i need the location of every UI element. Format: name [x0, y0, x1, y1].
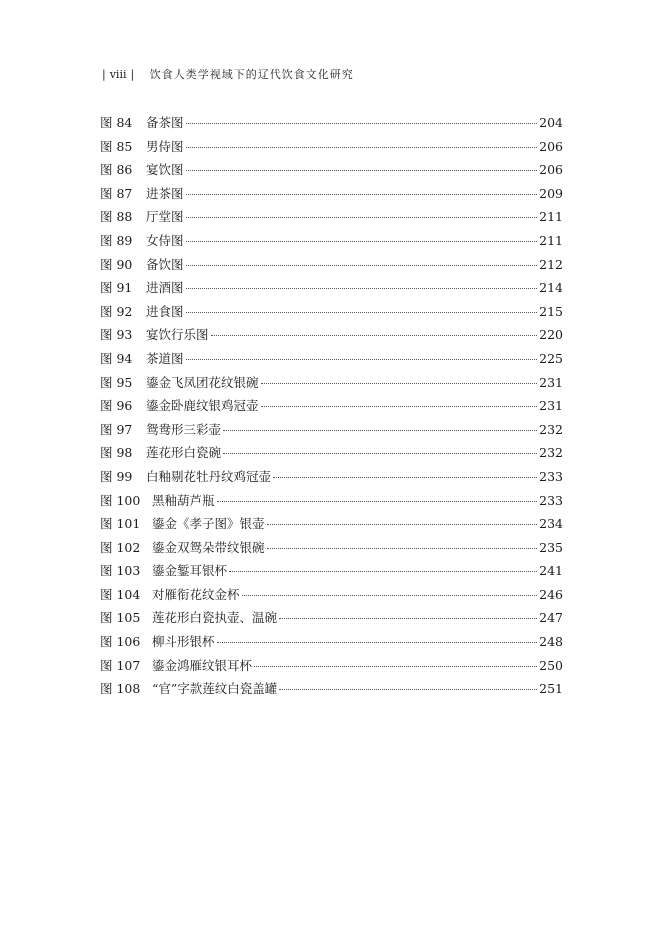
figure-number: 图 101	[100, 516, 141, 532]
figure-page-number: 220	[539, 327, 563, 343]
figure-number: 图 86	[100, 162, 133, 178]
figure-number: 图 91	[100, 280, 133, 296]
figure-entry	[100, 677, 563, 701]
figure-entry	[100, 253, 563, 277]
figure-page-number: 233	[539, 492, 563, 508]
figure-title: 鎏金鸿雁纹银耳杯	[152, 657, 253, 673]
figure-entry	[100, 465, 563, 489]
dot-leader	[186, 359, 538, 360]
figure-title: 进酒图	[146, 280, 184, 296]
figure-title: 莲花形白瓷碗	[146, 445, 222, 461]
figure-number: 图 105	[100, 610, 141, 626]
running-header	[100, 68, 354, 82]
figure-page-number: 231	[539, 374, 563, 390]
figure-title: 进食图	[146, 303, 184, 319]
figure-number: 图 104	[100, 586, 141, 602]
figure-page-number: 241	[539, 563, 563, 579]
figure-page-number: 232	[539, 421, 563, 437]
figure-page-number: 215	[539, 303, 563, 319]
figure-page-number: 232	[539, 445, 563, 461]
figure-entry	[100, 205, 563, 229]
figure-page-number: 211	[539, 209, 563, 225]
figure-number: 图 96	[100, 398, 133, 414]
dot-leader	[186, 147, 538, 148]
figure-page-number: 212	[539, 256, 563, 272]
figure-number: 图 103	[100, 563, 141, 579]
dot-leader	[186, 288, 538, 289]
figure-title: 宴饮图	[146, 162, 184, 178]
figure-entry	[100, 229, 563, 253]
figure-entry	[100, 394, 563, 418]
figure-number: 图 100	[100, 492, 141, 508]
figure-number: 图 107	[100, 657, 141, 673]
figure-page-number: 211	[539, 232, 563, 248]
figure-entry	[100, 276, 563, 300]
figure-entry	[100, 111, 563, 135]
figure-page-number: 235	[539, 539, 563, 555]
figure-number: 图 88	[100, 209, 133, 225]
figure-number: 图 97	[100, 421, 133, 437]
figure-entry	[100, 630, 563, 654]
figure-entry	[100, 536, 563, 560]
figure-page-number: 206	[539, 138, 563, 154]
header-divider: |	[130, 68, 135, 81]
figure-page-number: 204	[539, 115, 563, 130]
dot-leader	[211, 335, 538, 336]
figure-number: 图 84	[100, 115, 133, 130]
dot-leader	[254, 666, 537, 667]
figure-title: 厅堂图	[146, 209, 184, 225]
figure-number: 图 92	[100, 303, 133, 319]
figure-number: 图 85	[100, 138, 133, 154]
figure-page-number: 231	[539, 398, 563, 414]
figure-number: 图 102	[100, 539, 141, 555]
dot-leader	[261, 406, 538, 407]
figure-title: 莲花形白瓷执壶、温碗	[152, 610, 278, 626]
figure-title: 进茶图	[146, 185, 184, 201]
figure-title: 对雁衔花纹金杯	[152, 586, 240, 602]
dot-leader	[267, 524, 538, 525]
figure-entry	[100, 158, 563, 182]
figure-entry	[100, 418, 563, 442]
figure-entry	[100, 441, 563, 465]
figure-entry	[100, 323, 563, 347]
dot-leader	[186, 170, 538, 171]
header-divider: |	[102, 68, 106, 81]
figure-entry	[100, 182, 563, 206]
figure-title: “官”字款莲纹白瓷盖罐	[152, 681, 278, 697]
dot-leader	[186, 241, 538, 242]
figure-page-number: 250	[539, 657, 563, 673]
figure-page-number: 206	[539, 162, 563, 178]
dot-leader	[242, 595, 538, 596]
figure-title: 宴饮行乐图	[146, 327, 209, 343]
figure-page-number: 233	[539, 468, 563, 484]
dot-leader	[223, 430, 537, 431]
figure-title: 鎏金《孝子图》银壶	[152, 516, 265, 532]
dot-leader	[217, 501, 538, 502]
figure-page-number: 225	[539, 350, 563, 366]
figure-entry	[100, 654, 563, 678]
figure-entry	[100, 371, 563, 395]
figure-title: 鎏金卧鹿纹银鸡冠壶	[146, 398, 259, 414]
figure-page-number: 251	[539, 681, 563, 697]
header-book-title: 饮食人类学视域下的辽代饮食文化研究	[149, 68, 354, 81]
figure-number: 图 93	[100, 327, 133, 343]
dot-leader	[267, 548, 538, 549]
dot-leader	[186, 194, 538, 195]
figure-list	[100, 111, 563, 701]
figure-title: 备饮图	[146, 256, 184, 272]
figure-title: 柳斗形银杯	[152, 634, 215, 650]
figure-page-number: 246	[539, 586, 563, 602]
dot-leader	[186, 312, 538, 313]
figure-title: 鸳鸯形三彩壶	[146, 421, 222, 437]
figure-number: 图 90	[100, 256, 133, 272]
figure-number: 图 87	[100, 185, 133, 201]
figure-page-number: 209	[539, 185, 563, 201]
dot-leader	[279, 618, 537, 619]
figure-entry	[100, 489, 563, 513]
figure-title: 茶道图	[146, 350, 184, 366]
figure-page-number: 214	[539, 280, 563, 296]
figure-title: 鎏金錾耳银杯	[152, 563, 228, 579]
dot-leader	[217, 642, 538, 643]
dot-leader	[273, 477, 537, 478]
figure-title: 鎏金双鸳朵带纹银碗	[152, 539, 265, 555]
figure-entry	[100, 559, 563, 583]
figure-title: 鎏金飞凤团花纹银碗	[146, 374, 259, 390]
dot-leader	[229, 571, 537, 572]
figure-number: 图 89	[100, 232, 133, 248]
figure-title: 白釉剔花牡丹纹鸡冠壶	[146, 468, 272, 484]
figure-page-number: 248	[539, 634, 563, 650]
dot-leader	[261, 383, 538, 384]
figure-number: 图 99	[100, 468, 133, 484]
figure-entry	[100, 300, 563, 324]
figure-number: 图 98	[100, 445, 133, 461]
figure-page-number: 247	[539, 610, 563, 626]
figure-entry	[100, 583, 563, 607]
figure-page-number: 234	[539, 516, 563, 532]
figure-entry	[100, 135, 563, 159]
figure-number: 图 94	[100, 350, 133, 366]
header-page-number: viii	[109, 68, 127, 81]
dot-leader	[186, 123, 538, 124]
dot-leader	[223, 453, 537, 454]
dot-leader	[186, 265, 538, 266]
figure-title: 黑釉葫芦瓶	[152, 492, 215, 508]
figure-title: 男侍图	[146, 138, 184, 154]
figure-entry	[100, 512, 563, 536]
dot-leader	[186, 217, 538, 218]
dot-leader	[279, 689, 537, 690]
figure-entry	[100, 347, 563, 371]
figure-number: 图 106	[100, 634, 141, 650]
figure-number: 图 108	[100, 681, 141, 697]
figure-number: 图 95	[100, 374, 133, 390]
figure-entry	[100, 606, 563, 630]
figure-title: 备茶图	[146, 115, 184, 130]
figure-title: 女侍图	[146, 232, 184, 248]
